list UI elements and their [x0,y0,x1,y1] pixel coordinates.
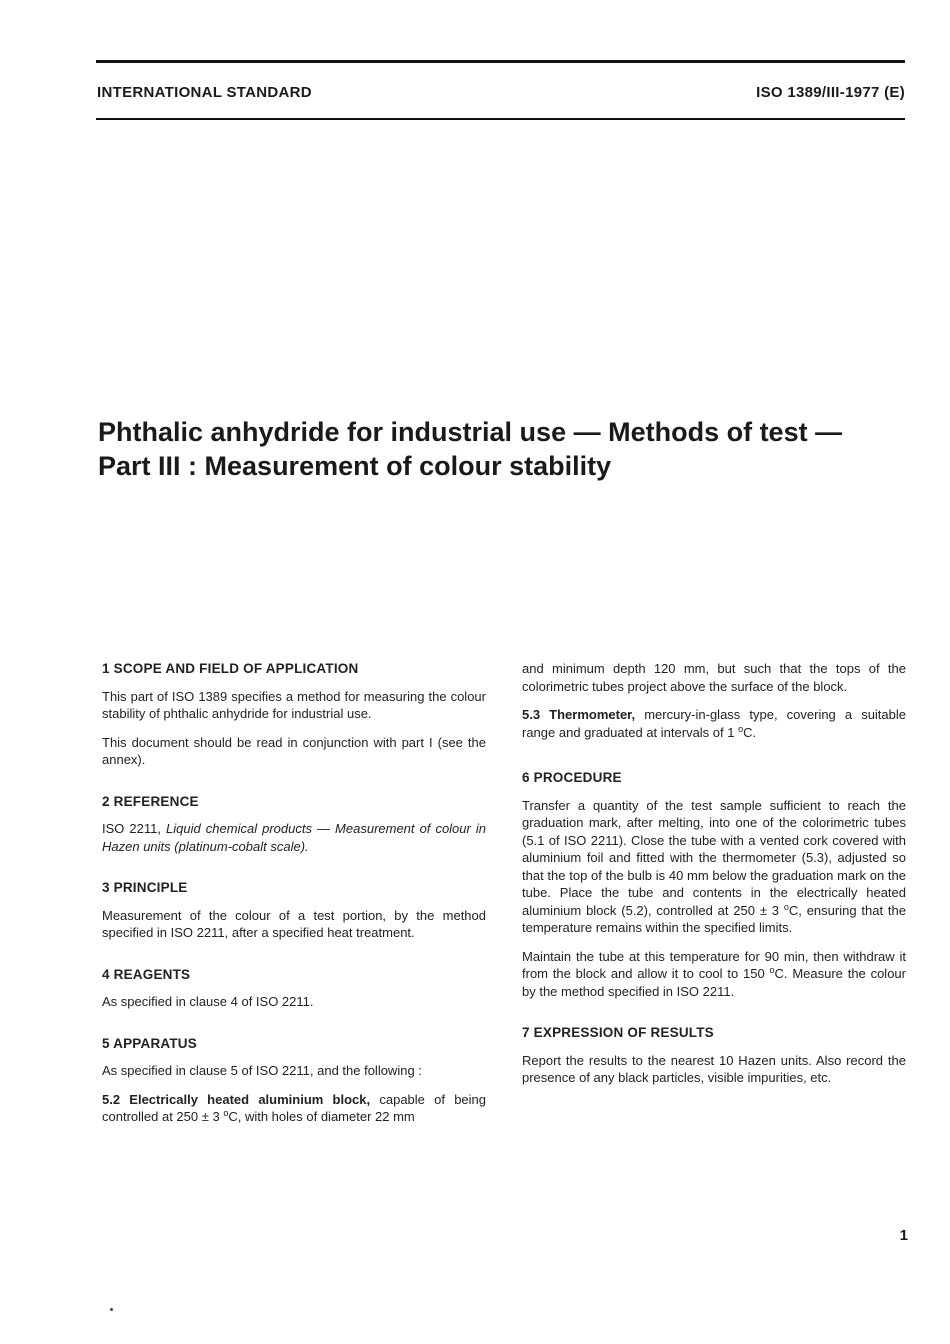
page-number: 1 [899,1227,908,1244]
left-column [102,660,486,1137]
section-heading: 4 REAGENTS [102,966,191,982]
item-label: 5.3 Thermometer, [522,707,636,722]
degree-sign: o [223,1108,229,1118]
section-reference [102,793,486,856]
apparatus-item-5-2-continued: and minimum depth 120 mm, but such that the tops of the colorimetric tubes project above the surface of the block. [522,661,906,694]
paragraph: Measurement of the colour of a test portion, by the method specified in ISO 2211, after a specified heat treatment. [102,907,486,940]
section-heading: 7 EXPRESSION OF RESULTS [522,1025,714,1040]
apparatus-item-5-2 [102,1091,486,1126]
item-text: mercury-in-glass type, covering a suitable range and graduated at intervals of 1 [522,707,907,740]
paragraph-text: Maintain the tube at this temperature for 90 min, then withdraw it from the block and allow it to cool to 150 [522,948,906,981]
paragraph [522,797,906,937]
header-bottom-rule [96,118,905,120]
item-text: C. [743,724,757,740]
item-label: 5.2 Electrically heated aluminium block, [102,1091,371,1107]
section-reagents [102,966,486,1011]
paragraph: Report the results to the nearest 10 Hazen units. Also record the presence of any black particles, visible impurities, etc. [522,1052,906,1085]
standard-label: INTERNATIONAL STANDARD [97,84,312,101]
section-procedure [522,769,906,1000]
paragraph: This document should be read in conjunction with part I (see the annex). [102,734,486,767]
section-scope [102,660,486,769]
standard-code: ISO 1389/III-1977 (E) [756,84,905,101]
reference-title: Liquid chemical products — Measurement of colour in Hazen units (platinum-cobalt scale). [102,821,487,854]
section-principle [102,879,486,942]
title-line-1: Phthalic anhydride for industrial use — Methods of test — [98,417,843,447]
paragraph: As specified in clause 4 of ISO 2211. [102,994,314,1009]
degree-sign: o [783,901,789,912]
degree-sign: o [738,723,744,734]
apparatus-item-5-3 [522,706,906,741]
section-heading: 1 SCOPE AND FIELD OF APPLICATION [102,661,359,676]
paragraph: As specified in clause 5 of ISO 2211, and the following : [102,1063,422,1078]
scan-artifact-dot [110,1308,113,1311]
paragraph-text: Transfer a quantity of the test sample sufficient to reach the graduation mark, after melting, into one of the colorimetric tubes (5.1 of ISO 2211). Close the tube with a vented cork covered with aluminium foil and fitted with the thermometer (5.3), adjusted so that the top of the bulb is 40 mm below the graduation mark on the tube. Place the tube and contents in the electrically heated aluminium block (5.2), controlled at 250 ± 3 [522,797,906,918]
paragraph: This part of ISO 1389 specifies a method for measuring the colour stability of phthalic anhydride for industrial use. [102,688,486,721]
paragraph [102,820,486,855]
item-text: C, with holes of diameter 22 mm [228,1109,415,1124]
header-top-rule [96,60,905,63]
right-column [522,660,906,1111]
title-line-2: Part III : Measurement of colour stability [98,451,612,481]
degree-sign: o [769,965,775,975]
item-text: capable of being controlled at 250 ± 3 [102,1091,486,1124]
reference-code: ISO 2211, [102,821,167,836]
paragraph-text: C. Measure the colour by the method specified in ISO 2211. [522,966,906,999]
paragraph-text: C, ensuring that the temperature remains within the specified limits. [522,902,906,935]
section-heading: 5 APPARATUS [102,1035,197,1051]
paragraph [522,948,906,1001]
section-results [522,1024,906,1087]
section-heading: 3 PRINCIPLE [102,880,188,895]
section-heading: 2 REFERENCE [102,793,199,809]
document-title [98,415,898,483]
section-heading: 6 PROCEDURE [522,770,622,785]
section-apparatus [102,1035,486,1126]
